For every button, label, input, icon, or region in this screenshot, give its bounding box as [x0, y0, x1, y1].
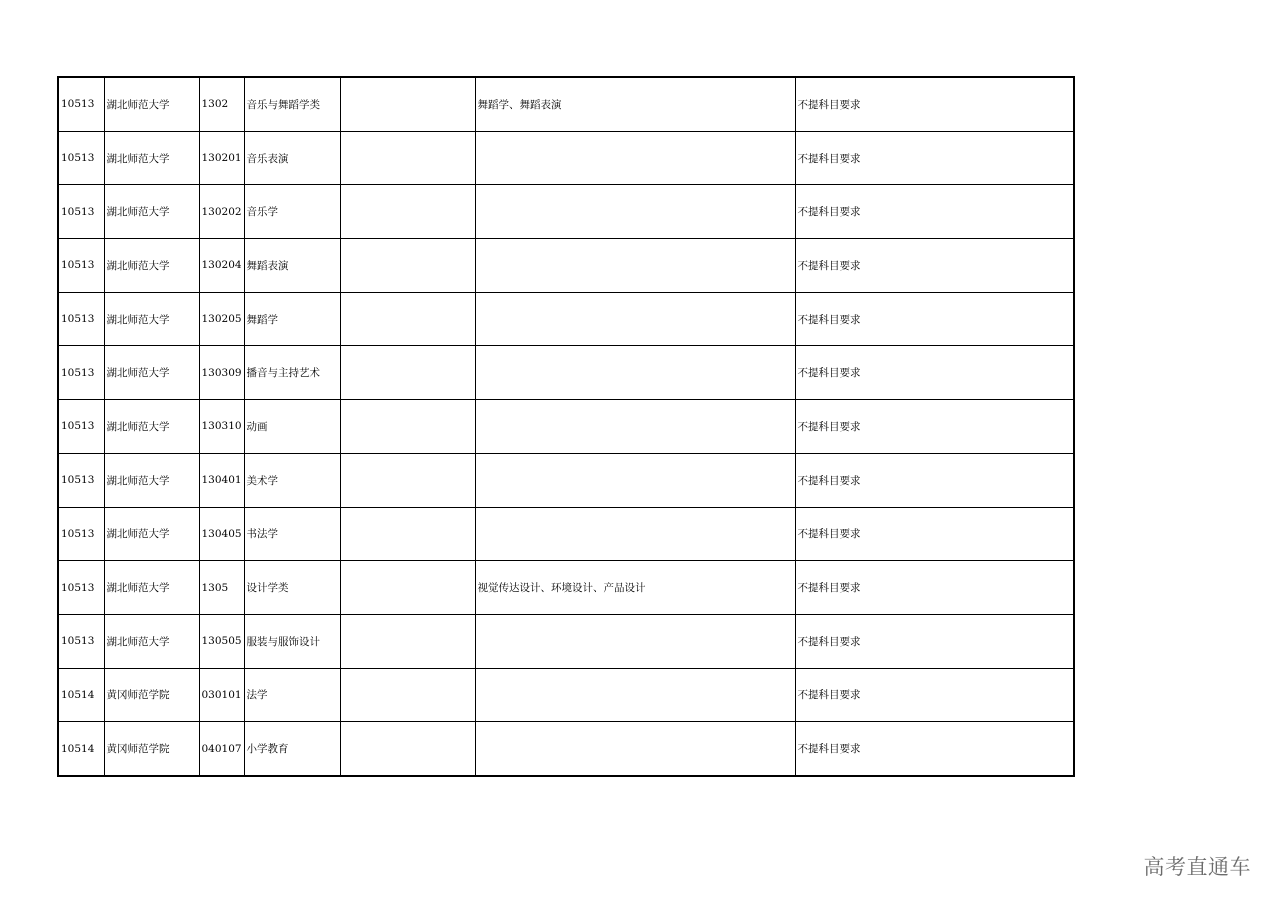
school-name-cell: 湖北师范大学: [104, 400, 199, 454]
school-name-cell: 湖北师范大学: [104, 453, 199, 507]
school-name-cell: 湖北师范大学: [104, 77, 199, 131]
major-code-cell: 130309: [199, 346, 244, 400]
subject-requirement-cell: 不提科目要求: [795, 561, 1074, 615]
table-row: [58, 722, 1074, 776]
school-code-cell: 10513: [58, 453, 104, 507]
major-code-cell: 130205: [199, 292, 244, 346]
major-code-cell: 130401: [199, 453, 244, 507]
school-code-cell: 10513: [58, 77, 104, 131]
major-name-cell: 播音与主持艺术: [244, 346, 340, 400]
included-majors-cell: [475, 614, 795, 668]
school-name-cell: 湖北师范大学: [104, 561, 199, 615]
table-row: [58, 131, 1074, 185]
blank-cell: [340, 507, 475, 561]
subject-requirement-cell: 不提科目要求: [795, 722, 1074, 776]
blank-cell: [340, 239, 475, 293]
subject-requirement-cell: 不提科目要求: [795, 453, 1074, 507]
included-majors-cell: [475, 346, 795, 400]
table-row: [58, 400, 1074, 454]
included-majors-cell: [475, 507, 795, 561]
table-row: [58, 668, 1074, 722]
subject-requirement-cell: 不提科目要求: [795, 400, 1074, 454]
major-name-cell: 音乐表演: [244, 131, 340, 185]
table-row: [58, 507, 1074, 561]
school-code-cell: 10514: [58, 668, 104, 722]
school-name-cell: 湖北师范大学: [104, 131, 199, 185]
school-code-cell: 10513: [58, 400, 104, 454]
major-code-cell: 130405: [199, 507, 244, 561]
school-code-cell: 10514: [58, 722, 104, 776]
school-name-cell: 湖北师范大学: [104, 185, 199, 239]
subject-requirement-cell: 不提科目要求: [795, 614, 1074, 668]
blank-cell: [340, 185, 475, 239]
school-code-cell: 10513: [58, 614, 104, 668]
blank-cell: [340, 292, 475, 346]
blank-cell: [340, 346, 475, 400]
blank-cell: [340, 722, 475, 776]
included-majors-cell: [475, 722, 795, 776]
included-majors-cell: [475, 668, 795, 722]
included-majors-cell: [475, 400, 795, 454]
school-name-cell: 湖北师范大学: [104, 346, 199, 400]
subject-requirement-cell: 不提科目要求: [795, 185, 1074, 239]
watermark-text: 高考直通车: [1143, 855, 1251, 879]
major-name-cell: 书法学: [244, 507, 340, 561]
subject-requirement-cell: 不提科目要求: [795, 668, 1074, 722]
included-majors-cell: 视觉传达设计、环境设计、产品设计: [475, 561, 795, 615]
major-code-cell: 130505: [199, 614, 244, 668]
blank-cell: [340, 453, 475, 507]
blank-cell: [340, 131, 475, 185]
school-code-cell: 10513: [58, 185, 104, 239]
school-name-cell: 湖北师范大学: [104, 292, 199, 346]
major-code-cell: 130310: [199, 400, 244, 454]
table-body: [58, 77, 1074, 776]
major-code-cell: 130202: [199, 185, 244, 239]
major-name-cell: 音乐学: [244, 185, 340, 239]
major-name-cell: 动画: [244, 400, 340, 454]
school-name-cell: 黄冈师范学院: [104, 722, 199, 776]
blank-cell: [340, 561, 475, 615]
major-name-cell: 舞蹈学: [244, 292, 340, 346]
major-name-cell: 美术学: [244, 453, 340, 507]
included-majors-cell: [475, 185, 795, 239]
included-majors-cell: [475, 131, 795, 185]
table-row: [58, 561, 1074, 615]
subject-requirement-table: [57, 76, 1075, 777]
school-code-cell: 10513: [58, 239, 104, 293]
school-name-cell: 湖北师范大学: [104, 239, 199, 293]
table-row: [58, 346, 1074, 400]
subject-requirement-cell: 不提科目要求: [795, 507, 1074, 561]
major-name-cell: 设计学类: [244, 561, 340, 615]
school-code-cell: 10513: [58, 561, 104, 615]
table-row: [58, 239, 1074, 293]
school-name-cell: 湖北师范大学: [104, 507, 199, 561]
major-code-cell: 1305: [199, 561, 244, 615]
major-code-cell: 1302: [199, 77, 244, 131]
table-row: [58, 453, 1074, 507]
blank-cell: [340, 400, 475, 454]
subject-requirement-cell: 不提科目要求: [795, 292, 1074, 346]
blank-cell: [340, 614, 475, 668]
school-name-cell: 黄冈师范学院: [104, 668, 199, 722]
major-name-cell: 音乐与舞蹈学类: [244, 77, 340, 131]
major-name-cell: 舞蹈表演: [244, 239, 340, 293]
major-code-cell: 130204: [199, 239, 244, 293]
major-name-cell: 服装与服饰设计: [244, 614, 340, 668]
major-code-cell: 030101: [199, 668, 244, 722]
subject-requirement-cell: 不提科目要求: [795, 239, 1074, 293]
major-name-cell: 小学教育: [244, 722, 340, 776]
blank-cell: [340, 77, 475, 131]
blank-cell: [340, 668, 475, 722]
table-row: [58, 77, 1074, 131]
included-majors-cell: [475, 292, 795, 346]
included-majors-cell: [475, 239, 795, 293]
subject-requirement-cell: 不提科目要求: [795, 131, 1074, 185]
major-code-cell: 130201: [199, 131, 244, 185]
table-row: [58, 292, 1074, 346]
school-code-cell: 10513: [58, 131, 104, 185]
subject-requirement-cell: 不提科目要求: [795, 346, 1074, 400]
table-row: [58, 185, 1074, 239]
table-row: [58, 614, 1074, 668]
school-code-cell: 10513: [58, 346, 104, 400]
included-majors-cell: 舞蹈学、舞蹈表演: [475, 77, 795, 131]
school-code-cell: 10513: [58, 507, 104, 561]
major-code-cell: 040107: [199, 722, 244, 776]
subject-requirement-cell: 不提科目要求: [795, 77, 1074, 131]
major-name-cell: 法学: [244, 668, 340, 722]
school-name-cell: 湖北师范大学: [104, 614, 199, 668]
included-majors-cell: [475, 453, 795, 507]
school-code-cell: 10513: [58, 292, 104, 346]
